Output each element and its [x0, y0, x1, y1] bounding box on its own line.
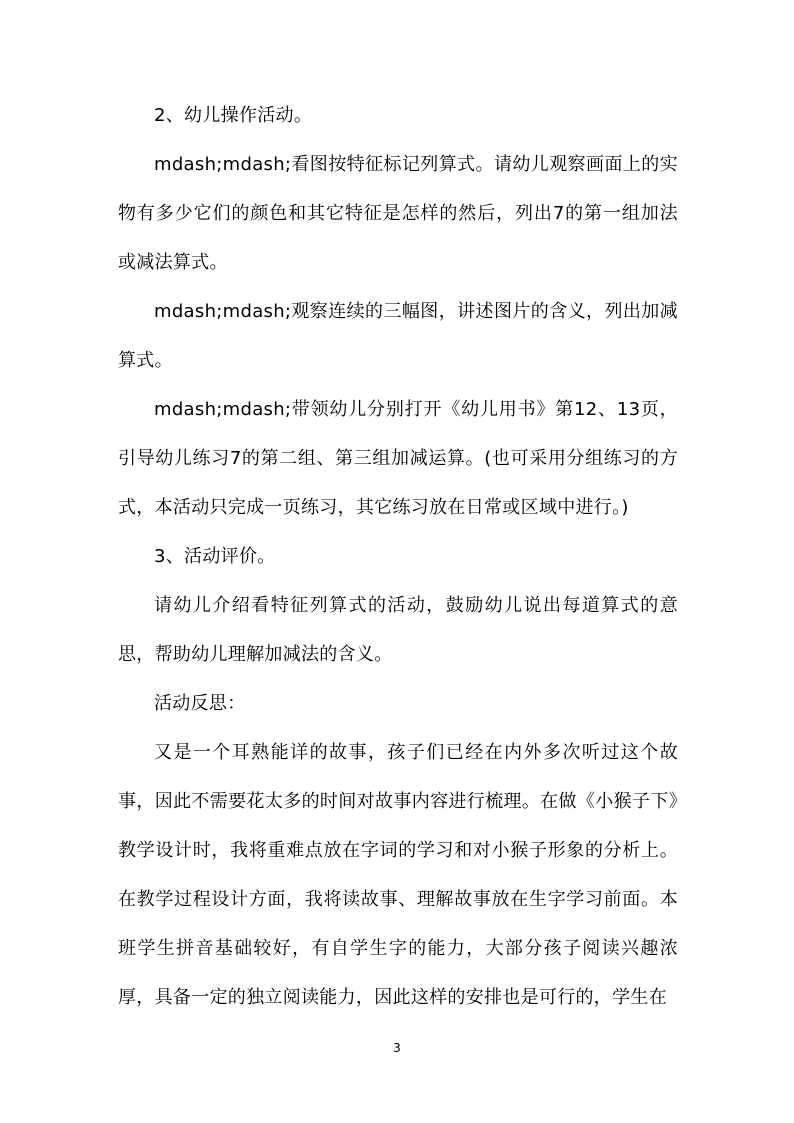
paragraph-step-3-body: 请幼儿介绍看特征列算式的活动，鼓励幼儿说出每道算式的意思，帮助幼儿理解加减法的含义。: [118, 595, 678, 665]
paragraph-step-2-item-3: mdash;mdash;带领幼儿分别打开《幼儿用书》第12、13页，引导幼儿练习7的第二组、第三组加减运算。(也可采用分组练习的方式，本活动只完成一页练习，其它练习放在日常或区域中进行。): [118, 399, 678, 518]
paragraph-step-3-heading: 3、活动评价。: [154, 546, 276, 567]
body-text: [118, 91, 678, 1022]
paragraph-reflection-body: 又是一个耳熟能详的故事，孩子们已经在内外多次听过这个故事，因此不需要花太多的时间对故事内容进行梳理。在做《小猴子下》教学设计时，我将重难点放在字词的学习和对小猴子形象的分析上。在教学过程设计方面，我将读故事、理解故事放在生字学习前面。本班学生拼音基础较好，有自学生字的能力，大部分孩子阅读兴趣浓厚，具备一定的独立阅读能力，因此这样的安排也是可行的，学生在: [118, 742, 678, 1008]
paragraph-step-2-item-1: mdash;mdash;看图按特征标记列算式。请幼儿观察画面上的实物有多少它们的颜色和其它特征是怎样的然后，列出7的第一组加法或减法算式。: [118, 154, 678, 273]
paragraph-step-2-heading: 2、幼儿操作活动。: [154, 105, 313, 126]
paragraph-reflection-heading: 活动反思：: [154, 693, 246, 714]
paragraph-step-2-item-2: mdash;mdash;观察连续的三幅图，讲述图片的含义，列出加减算式。: [118, 301, 678, 371]
page-number: 3: [393, 1041, 401, 1055]
